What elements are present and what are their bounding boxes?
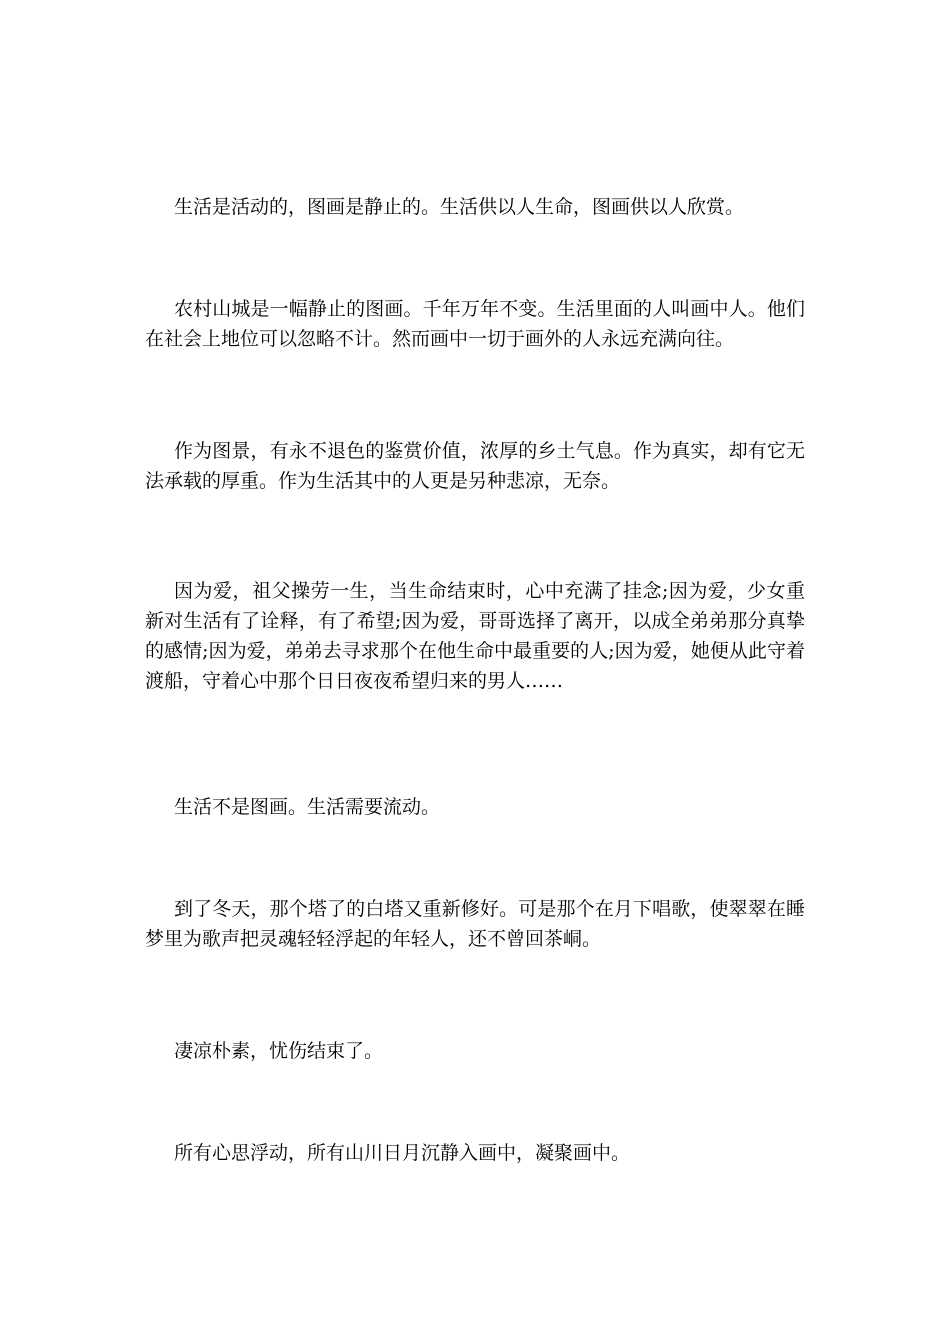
paragraph: 凄凉朴素，忧伤结束了。 [174,1040,384,1062]
paragraph: 生活是活动的，图画是静止的。生活供以人生命，图画供以人欣赏。 [174,196,745,218]
paragraph: 因为爱，祖父操劳一生，当生命结束时，心中充满了挂念;因为爱，少女重新对生活有了诠释，有了希望;因为爱，哥哥选择了离开，以成全弟弟那分真挚的感情;因为爱，弟弟去寻求那个在他生命中最重要的人;因为爱，她便从此守着渡船，守着心中那个日日夜夜希望归来的男人…… [145,580,805,692]
paragraph: 作为图景，有永不退色的鉴赏价值，浓厚的乡土气息。作为真实，却有它无法承载的厚重。作为生活其中的人更是另种悲凉，无奈。 [145,440,805,492]
paragraph: 到了冬天，那个塔了的白塔又重新修好。可是那个在月下唱歌，使翠翠在睡梦里为歌声把灵魂轻轻浮起的年轻人，还不曾回茶峒。 [145,898,805,950]
paragraph: 农村山城是一幅静止的图画。千年万年不变。生活里面的人叫画中人。他们在社会上地位可以忽略不计。然而画中一切于画外的人永远充满向往。 [145,298,805,350]
paragraph: 生活不是图画。生活需要流动。 [174,796,441,818]
paragraph: 所有心思浮动，所有山川日月沉静入画中，凝聚画中。 [174,1142,631,1164]
